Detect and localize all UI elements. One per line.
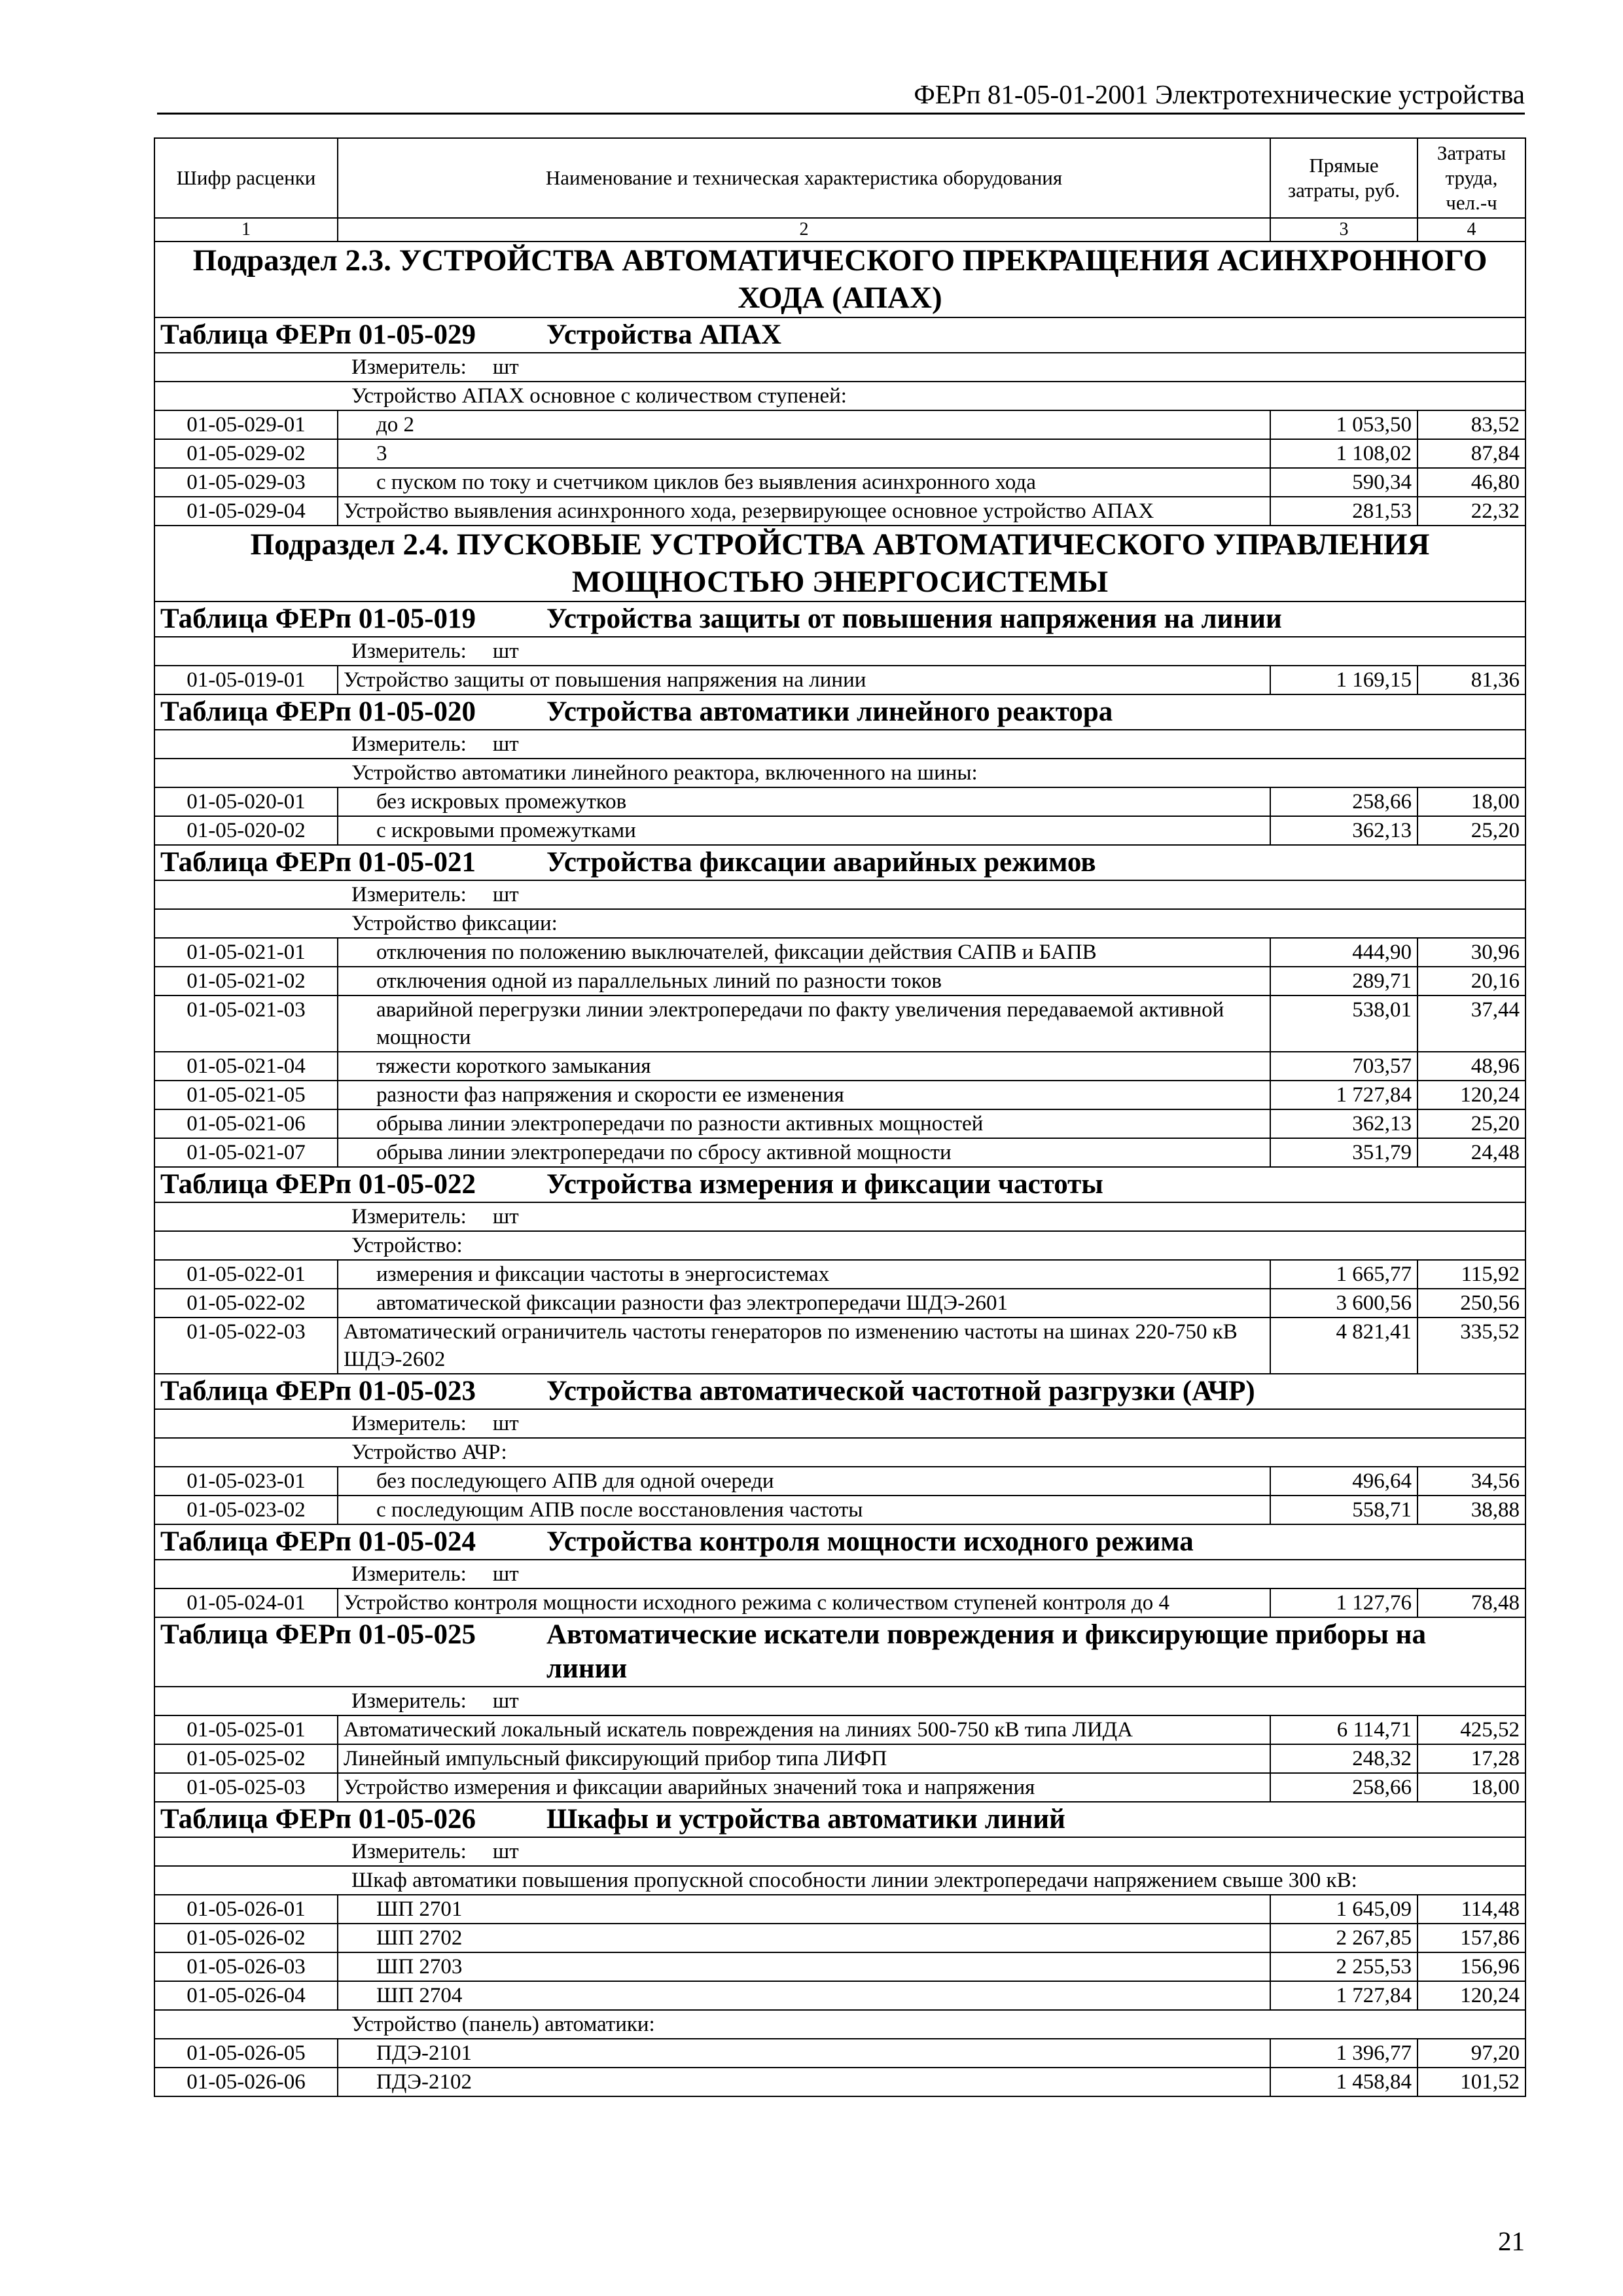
rate-name: автоматической фиксации разности фаз электропередачи ШДЭ-2601 bbox=[338, 1289, 1270, 1318]
table-row bbox=[154, 439, 1525, 468]
table-title-row bbox=[154, 1524, 1525, 1560]
group-heading: Устройство: bbox=[154, 1231, 1525, 1260]
table-row bbox=[154, 1260, 1525, 1289]
column-header-labor: Затраты труда, чел.-ч bbox=[1418, 138, 1525, 218]
rate-name: Устройство выявления асинхронного хода, резервирующее основное устройство АПАХ bbox=[338, 497, 1270, 526]
group-heading-row bbox=[154, 909, 1525, 938]
direct-cost: 281,53 bbox=[1270, 497, 1418, 526]
table-title-cell bbox=[154, 694, 1525, 730]
table-row bbox=[154, 1467, 1525, 1496]
table-row bbox=[154, 1052, 1525, 1081]
measure-cell bbox=[154, 637, 1525, 666]
rate-code: 01-05-021-07 bbox=[154, 1138, 338, 1167]
direct-cost: 2 267,85 bbox=[1270, 1924, 1418, 1952]
measure-label: Измеритель: bbox=[351, 1412, 467, 1435]
table-title-cell bbox=[154, 1802, 1525, 1837]
rate-code: 01-05-021-06 bbox=[154, 1109, 338, 1138]
labor-cost: 120,24 bbox=[1418, 1081, 1525, 1109]
table-row bbox=[154, 497, 1525, 526]
measure-row bbox=[154, 880, 1525, 909]
direct-cost: 1 396,77 bbox=[1270, 2039, 1418, 2068]
column-number: 1 bbox=[154, 218, 338, 242]
column-header-code: Шифр расценки bbox=[154, 138, 338, 218]
rate-code: 01-05-021-05 bbox=[154, 1081, 338, 1109]
direct-cost: 1 727,84 bbox=[1270, 1081, 1418, 1109]
group-heading-row bbox=[154, 1866, 1525, 1895]
table-title-row bbox=[154, 1802, 1525, 1837]
page-header bbox=[157, 77, 1525, 115]
rate-name: с последующим АПВ после восстановления частоты bbox=[338, 1496, 1270, 1524]
measure-cell bbox=[154, 1560, 1525, 1588]
subsection-heading-row bbox=[154, 242, 1525, 317]
rate-name: Автоматический ограничитель частоты генераторов по изменению частоты на шинах 220-750 кВ ШДЭ-2602 bbox=[338, 1318, 1270, 1374]
rate-code: 01-05-026-05 bbox=[154, 2039, 338, 2068]
direct-cost: 1 108,02 bbox=[1270, 439, 1418, 468]
rate-name: ШП 2702 bbox=[338, 1924, 1270, 1952]
table-row bbox=[154, 1981, 1525, 2010]
rate-name: ПДЭ-2102 bbox=[338, 2068, 1270, 2096]
table-row bbox=[154, 1924, 1525, 1952]
labor-cost: 18,00 bbox=[1418, 1773, 1525, 1802]
labor-cost: 22,32 bbox=[1418, 497, 1525, 526]
table-code: Таблица ФЕРп 01-05-029 bbox=[160, 319, 476, 350]
direct-cost: 1 665,77 bbox=[1270, 1260, 1418, 1289]
rate-code: 01-05-023-01 bbox=[154, 1467, 338, 1496]
direct-cost: 6 114,71 bbox=[1270, 1715, 1418, 1744]
measure-row bbox=[154, 1687, 1525, 1715]
direct-cost: 2 255,53 bbox=[1270, 1952, 1418, 1981]
table-title-row bbox=[154, 1374, 1525, 1409]
measure-cell bbox=[154, 1409, 1525, 1438]
measure-label: Измеритель: bbox=[351, 639, 467, 663]
table-title-row bbox=[154, 601, 1525, 637]
table-code: Таблица ФЕРп 01-05-026 bbox=[160, 1804, 476, 1835]
table-title-cell bbox=[154, 317, 1525, 353]
measure-cell bbox=[154, 353, 1525, 382]
column-header-name: Наименование и техническая характеристика оборудования bbox=[338, 138, 1270, 218]
rate-code: 01-05-022-01 bbox=[154, 1260, 338, 1289]
rates-table-container bbox=[154, 137, 1525, 2097]
labor-cost: 425,52 bbox=[1418, 1715, 1525, 1744]
group-heading: Устройство фиксации: bbox=[154, 909, 1525, 938]
subsection-heading: Подраздел 2.4. ПУСКОВЫЕ УСТРОЙСТВА АВТОМАТИЧЕСКОГО УПРАВЛЕНИЯ МОЩНОСТЬЮ ЭНЕРГОСИСТЕМЫ bbox=[154, 526, 1525, 601]
rate-name: обрыва линии электропередачи по разности активных мощностей bbox=[338, 1109, 1270, 1138]
rate-name: ШП 2704 bbox=[338, 1981, 1270, 2010]
table-row bbox=[154, 1289, 1525, 1318]
direct-cost: 1 645,09 bbox=[1270, 1895, 1418, 1924]
labor-cost: 97,20 bbox=[1418, 2039, 1525, 2068]
measure-row bbox=[154, 353, 1525, 382]
table-row bbox=[154, 938, 1525, 967]
labor-cost: 30,96 bbox=[1418, 938, 1525, 967]
measure-row bbox=[154, 1409, 1525, 1438]
column-number-row bbox=[154, 218, 1525, 242]
rate-name: ШП 2701 bbox=[338, 1895, 1270, 1924]
measure-label: Измеритель: bbox=[351, 1689, 467, 1713]
table-row bbox=[154, 1715, 1525, 1744]
labor-cost: 156,96 bbox=[1418, 1952, 1525, 1981]
measure-row bbox=[154, 637, 1525, 666]
table-name: Устройства АПАХ bbox=[546, 319, 782, 350]
rate-code: 01-05-026-01 bbox=[154, 1895, 338, 1924]
table-row bbox=[154, 468, 1525, 497]
rate-name: ПДЭ-2101 bbox=[338, 2039, 1270, 2068]
measure-label: Измеритель: bbox=[351, 883, 467, 906]
direct-cost: 3 600,56 bbox=[1270, 1289, 1418, 1318]
table-code: Таблица ФЕРп 01-05-023 bbox=[160, 1376, 476, 1407]
table-title-cell bbox=[154, 1167, 1525, 1202]
measure-unit: шт bbox=[492, 639, 519, 663]
labor-cost: 250,56 bbox=[1418, 1289, 1525, 1318]
table-row bbox=[154, 996, 1525, 1052]
rate-code: 01-05-026-03 bbox=[154, 1952, 338, 1981]
labor-cost: 25,20 bbox=[1418, 1109, 1525, 1138]
rate-code: 01-05-029-04 bbox=[154, 497, 338, 526]
labor-cost: 83,52 bbox=[1418, 410, 1525, 439]
table-row bbox=[154, 1109, 1525, 1138]
column-header-row bbox=[154, 138, 1525, 218]
rate-code: 01-05-025-03 bbox=[154, 1773, 338, 1802]
labor-cost: 48,96 bbox=[1418, 1052, 1525, 1081]
rate-code: 01-05-021-01 bbox=[154, 938, 338, 967]
measure-label: Измеритель: bbox=[351, 1840, 467, 1863]
table-row bbox=[154, 2039, 1525, 2068]
direct-cost: 362,13 bbox=[1270, 1109, 1418, 1138]
measure-cell bbox=[154, 880, 1525, 909]
rate-name: без искровых промежутков bbox=[338, 787, 1270, 816]
table-row bbox=[154, 666, 1525, 694]
rate-name: отключения по положению выключателей, фиксации действия САПВ и БАПВ bbox=[338, 938, 1270, 967]
table-row bbox=[154, 2068, 1525, 2096]
direct-cost: 248,32 bbox=[1270, 1744, 1418, 1773]
group-heading-row bbox=[154, 759, 1525, 787]
labor-cost: 38,88 bbox=[1418, 1496, 1525, 1524]
rate-name: ШП 2703 bbox=[338, 1952, 1270, 1981]
table-row bbox=[154, 1895, 1525, 1924]
table-code: Таблица ФЕРп 01-05-022 bbox=[160, 1169, 476, 1200]
table-name: Устройства автоматики линейного реактора bbox=[546, 696, 1113, 727]
table-row bbox=[154, 1318, 1525, 1374]
measure-unit: шт bbox=[492, 355, 519, 379]
table-title-row bbox=[154, 1617, 1525, 1687]
rate-code: 01-05-025-01 bbox=[154, 1715, 338, 1744]
rate-name: аварийной перегрузки линии электропередачи по факту увеличения передаваемой активной мощности bbox=[338, 996, 1270, 1052]
measure-row bbox=[154, 1837, 1525, 1866]
rate-code: 01-05-029-02 bbox=[154, 439, 338, 468]
labor-cost: 114,48 bbox=[1418, 1895, 1525, 1924]
table-title-cell bbox=[154, 1524, 1525, 1560]
direct-cost: 362,13 bbox=[1270, 816, 1418, 845]
rate-code: 01-05-022-02 bbox=[154, 1289, 338, 1318]
table-row bbox=[154, 1496, 1525, 1524]
document-title: ФЕРп 81-05-01-2001 Электротехнические устройства bbox=[914, 79, 1525, 109]
measure-unit: шт bbox=[492, 1689, 519, 1713]
rates-table-body bbox=[154, 138, 1525, 2096]
measure-cell bbox=[154, 1837, 1525, 1866]
measure-unit: шт bbox=[492, 732, 519, 756]
rate-code: 01-05-020-01 bbox=[154, 787, 338, 816]
direct-cost: 1 127,76 bbox=[1270, 1588, 1418, 1617]
direct-cost: 1 727,84 bbox=[1270, 1981, 1418, 2010]
rate-name: измерения и фиксации частоты в энергосистемах bbox=[338, 1260, 1270, 1289]
table-name: Устройства контроля мощности исходного режима bbox=[546, 1526, 1194, 1557]
group-heading: Устройство (панель) автоматики: bbox=[154, 2010, 1525, 2039]
rate-name: отключения одной из параллельных линий по разности токов bbox=[338, 967, 1270, 996]
direct-cost: 4 821,41 bbox=[1270, 1318, 1418, 1374]
measure-cell bbox=[154, 1687, 1525, 1715]
labor-cost: 81,36 bbox=[1418, 666, 1525, 694]
table-row bbox=[154, 1138, 1525, 1167]
table-row bbox=[154, 967, 1525, 996]
table-code: Таблица ФЕРп 01-05-020 bbox=[160, 696, 476, 727]
measure-cell bbox=[154, 730, 1525, 759]
group-heading-row bbox=[154, 2010, 1525, 2039]
measure-unit: шт bbox=[492, 1205, 519, 1229]
rate-code: 01-05-021-04 bbox=[154, 1052, 338, 1081]
table-code: Таблица ФЕРп 01-05-021 bbox=[160, 847, 476, 878]
direct-cost: 703,57 bbox=[1270, 1052, 1418, 1081]
labor-cost: 157,86 bbox=[1418, 1924, 1525, 1952]
measure-label: Измеритель: bbox=[351, 1562, 467, 1586]
group-heading: Устройство АПАХ основное с количеством ступеней: bbox=[154, 382, 1525, 410]
rate-code: 01-05-022-03 bbox=[154, 1318, 338, 1374]
rates-table bbox=[154, 137, 1526, 2097]
labor-cost: 87,84 bbox=[1418, 439, 1525, 468]
table-name: Устройства защиты от повышения напряжения на линии bbox=[546, 603, 1282, 634]
table-code: Таблица ФЕРп 01-05-019 bbox=[160, 603, 476, 634]
group-heading: Устройство автоматики линейного реактора, включенного на шины: bbox=[154, 759, 1525, 787]
rate-code: 01-05-019-01 bbox=[154, 666, 338, 694]
table-code: Таблица ФЕРп 01-05-024 bbox=[160, 1526, 476, 1557]
rate-code: 01-05-024-01 bbox=[154, 1588, 338, 1617]
subsection-heading-row bbox=[154, 526, 1525, 601]
table-title-row bbox=[154, 1167, 1525, 1202]
rate-name: обрыва линии электропередачи по сбросу активной мощности bbox=[338, 1138, 1270, 1167]
table-title-cell bbox=[154, 1374, 1525, 1409]
column-number: 3 bbox=[1270, 218, 1418, 242]
rate-name: тяжести короткого замыкания bbox=[338, 1052, 1270, 1081]
direct-cost: 289,71 bbox=[1270, 967, 1418, 996]
measure-label: Измеритель: bbox=[351, 732, 467, 756]
rate-name: без последующего АПВ для одной очереди bbox=[338, 1467, 1270, 1496]
labor-cost: 101,52 bbox=[1418, 2068, 1525, 2096]
table-title-row bbox=[154, 694, 1525, 730]
group-heading: Шкаф автоматики повышения пропускной способности линии электропередачи напряжением свыше 300 кВ: bbox=[154, 1866, 1525, 1895]
table-name: Устройства измерения и фиксации частоты bbox=[546, 1169, 1103, 1200]
labor-cost: 17,28 bbox=[1418, 1744, 1525, 1773]
labor-cost: 335,52 bbox=[1418, 1318, 1525, 1374]
table-title-cell bbox=[154, 1617, 1525, 1687]
group-heading: Устройство АЧР: bbox=[154, 1438, 1525, 1467]
labor-cost: 120,24 bbox=[1418, 1981, 1525, 2010]
direct-cost: 1 458,84 bbox=[1270, 2068, 1418, 2096]
direct-cost: 444,90 bbox=[1270, 938, 1418, 967]
measure-label: Измеритель: bbox=[351, 355, 467, 379]
direct-cost: 496,64 bbox=[1270, 1467, 1418, 1496]
measure-unit: шт bbox=[492, 1562, 519, 1586]
table-title-cell bbox=[154, 845, 1525, 880]
measure-row bbox=[154, 730, 1525, 759]
rate-code: 01-05-021-03 bbox=[154, 996, 338, 1052]
labor-cost: 20,16 bbox=[1418, 967, 1525, 996]
direct-cost: 1 053,50 bbox=[1270, 410, 1418, 439]
direct-cost: 1 169,15 bbox=[1270, 666, 1418, 694]
labor-cost: 24,48 bbox=[1418, 1138, 1525, 1167]
rate-code: 01-05-021-02 bbox=[154, 967, 338, 996]
direct-cost: 538,01 bbox=[1270, 996, 1418, 1052]
table-row bbox=[154, 1081, 1525, 1109]
rate-name: до 2 bbox=[338, 410, 1270, 439]
labor-cost: 18,00 bbox=[1418, 787, 1525, 816]
rate-code: 01-05-025-02 bbox=[154, 1744, 338, 1773]
measure-unit: шт bbox=[492, 883, 519, 906]
table-name: Автоматические искатели повреждения и фиксирующие приборы на линии bbox=[546, 1619, 1426, 1684]
group-heading-row bbox=[154, 1438, 1525, 1467]
direct-cost: 258,66 bbox=[1270, 787, 1418, 816]
measure-row bbox=[154, 1202, 1525, 1231]
rate-code: 01-05-029-03 bbox=[154, 468, 338, 497]
measure-unit: шт bbox=[492, 1840, 519, 1863]
rate-name: с пуском по току и счетчиком циклов без выявления асинхронного хода bbox=[338, 468, 1270, 497]
rate-code: 01-05-026-04 bbox=[154, 1981, 338, 2010]
group-heading-row bbox=[154, 382, 1525, 410]
direct-cost: 558,71 bbox=[1270, 1496, 1418, 1524]
direct-cost: 258,66 bbox=[1270, 1773, 1418, 1802]
table-code: Таблица ФЕРп 01-05-025 bbox=[160, 1619, 476, 1650]
measure-label: Измеритель: bbox=[351, 1205, 467, 1229]
table-name: Шкафы и устройства автоматики линий bbox=[546, 1804, 1065, 1835]
table-title-cell bbox=[154, 601, 1525, 637]
column-number: 4 bbox=[1418, 218, 1525, 242]
table-name: Устройства фиксации аварийных режимов bbox=[546, 847, 1096, 878]
table-title-row bbox=[154, 845, 1525, 880]
table-name: Устройства автоматической частотной разгрузки (АЧР) bbox=[546, 1376, 1255, 1407]
rate-name: Устройство измерения и фиксации аварийных значений тока и напряжения bbox=[338, 1773, 1270, 1802]
table-row bbox=[154, 816, 1525, 845]
rate-code: 01-05-026-02 bbox=[154, 1924, 338, 1952]
labor-cost: 37,44 bbox=[1418, 996, 1525, 1052]
labor-cost: 115,92 bbox=[1418, 1260, 1525, 1289]
labor-cost: 78,48 bbox=[1418, 1588, 1525, 1617]
measure-cell bbox=[154, 1202, 1525, 1231]
measure-row bbox=[154, 1560, 1525, 1588]
rate-name: Устройство контроля мощности исходного режима с количеством ступеней контроля до 4 bbox=[338, 1588, 1270, 1617]
measure-unit: шт bbox=[492, 1412, 519, 1435]
direct-cost: 351,79 bbox=[1270, 1138, 1418, 1167]
group-heading-row bbox=[154, 1231, 1525, 1260]
labor-cost: 46,80 bbox=[1418, 468, 1525, 497]
column-header-cost: Прямые затраты, руб. bbox=[1270, 138, 1418, 218]
rate-name: Автоматический локальный искатель повреждения на линиях 500-750 кВ типа ЛИДА bbox=[338, 1715, 1270, 1744]
column-number: 2 bbox=[338, 218, 1270, 242]
page-number: 21 bbox=[1498, 2226, 1525, 2256]
table-row bbox=[154, 1773, 1525, 1802]
rate-code: 01-05-029-01 bbox=[154, 410, 338, 439]
rate-code: 01-05-023-02 bbox=[154, 1496, 338, 1524]
rate-name: 3 bbox=[338, 439, 1270, 468]
rate-code: 01-05-020-02 bbox=[154, 816, 338, 845]
rate-name: с искровыми промежутками bbox=[338, 816, 1270, 845]
subsection-heading: Подраздел 2.3. УСТРОЙСТВА АВТОМАТИЧЕСКОГО ПРЕКРАЩЕНИЯ АСИНХРОННОГО ХОДА (АПАХ) bbox=[154, 242, 1525, 317]
labor-cost: 25,20 bbox=[1418, 816, 1525, 845]
rate-name: Устройство защиты от повышения напряжения на линии bbox=[338, 666, 1270, 694]
rate-code: 01-05-026-06 bbox=[154, 2068, 338, 2096]
table-row bbox=[154, 1744, 1525, 1773]
direct-cost: 590,34 bbox=[1270, 468, 1418, 497]
table-row bbox=[154, 787, 1525, 816]
labor-cost: 34,56 bbox=[1418, 1467, 1525, 1496]
table-row bbox=[154, 410, 1525, 439]
table-row bbox=[154, 1588, 1525, 1617]
rate-name: разности фаз напряжения и скорости ее изменения bbox=[338, 1081, 1270, 1109]
table-row bbox=[154, 1952, 1525, 1981]
table-title-row bbox=[154, 317, 1525, 353]
rate-name: Линейный импульсный фиксирующий прибор типа ЛИФП bbox=[338, 1744, 1270, 1773]
